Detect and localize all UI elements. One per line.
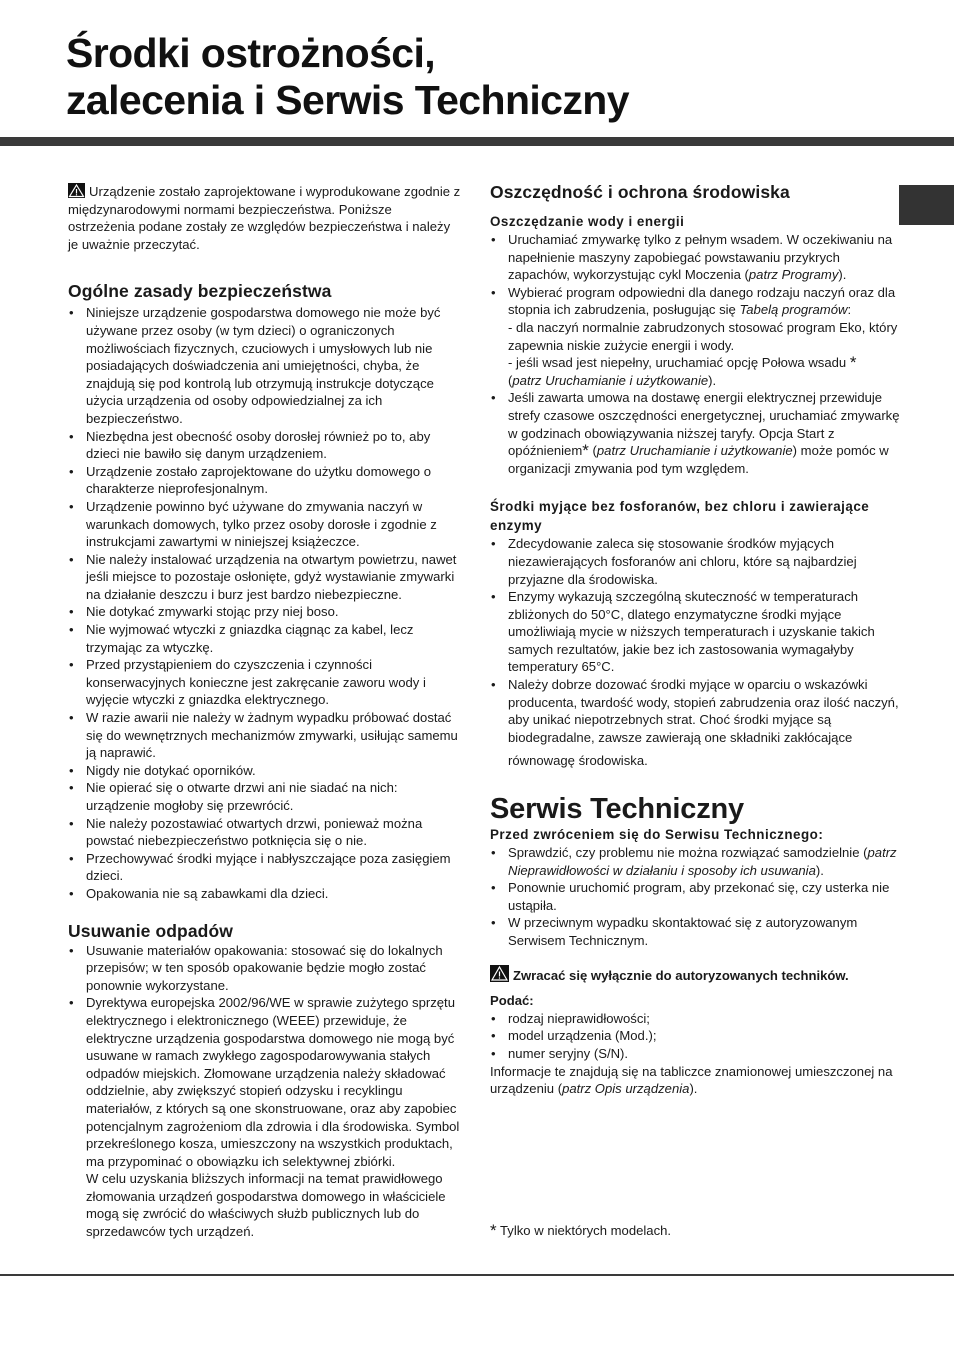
intro-text: Urządzenie zostało zaprojektowane i wyprodukowane zgodnie z międzynarodowymi normami bezpieczeństwa. Poniższe ostrzeżenia podane zostały ze względów bezpieczeństwa i należy je uważnie przeczytać. [68, 184, 461, 252]
list-item: • Nie opierać się o otwarte drzwi ani nie siadać na nich: urządzenie mogłoby się przewrócić. [68, 779, 461, 814]
list-item: • Nigdy nie dotykać oporników. [68, 762, 461, 780]
list-item: • Uruchamiać zmywarkę tylko z pełnym wsadem. W oczekiwaniu na napełnienie maszyny zapobiegać powstawaniu przykrych zapachów, wykorzystując cykl Moczenia (patrz Programy). [490, 231, 902, 284]
list-item: • Enzymy wykazują szczególną skuteczność w temperaturach zbliżonych do 50°C, dlatego enzymatyczne środki myjące umożliwiają mycie w niższych temperaturach i uzyskanie takich samych rezultatów, jakie bez ich zastosowania wymagałyby temperatury 65°C. [490, 588, 902, 676]
list-item: • Opakowania nie są zabawkami dla dzieci. [68, 885, 461, 903]
list-item: • Należy dobrze dozować środki myjące w oparciu o wskazówki producenta, twardość wody, stopień zabrudzenia oraz ilość naczyń, aby unikać niepotrzebnych strat. Choć środki myjące są biodegradalne, zawsze zawierają one składniki zakłócające [490, 676, 902, 746]
list-item: • W razie awarii nie należy w żadnym wypadku próbować dostać się do wewnętrznych mechanizmów zmywarki, usiłując samemu ją naprawić. [68, 709, 461, 762]
list-item: • Nie należy instalować urządzenia na otwartym powietrzu, nawet jeśli miejsce to pozostaje osłonięte, gdyż wystawianie zmywarki na działanie deszczu i burz jest bardzo niebezpieczne. [68, 551, 461, 604]
list-item: • model urządzenia (Mod.); [490, 1027, 902, 1045]
footer-rule [0, 1274, 954, 1276]
list-item: • Sprawdzić, czy problemu nie można rozwiązać samodzielnie (patrz Nieprawidłowości w działaniu i sposoby ich usuwania). [490, 844, 902, 879]
detergents-tail: równowagę środowiska. [508, 753, 648, 769]
list-item: • Usuwanie materiałów opakowania: stosować się do lokalnych przepisów; w ten sposób opakowanie będzie mogło zostać ponownie wykorzystane. [68, 942, 461, 995]
list-item: • rodzaj nieprawidłowości; [490, 1010, 902, 1028]
detergents-heading: Środki myjące bez fosforanów, bez chloru i zawierające enzymy [490, 499, 870, 534]
header-rule [0, 137, 954, 146]
warning-icon [68, 183, 85, 198]
list-item: • Zdecydowanie zaleca się stosowanie środków myjących niezawierających fosforanów ani chloru, które są najbardziej przyjazne dla środowiska. [490, 535, 902, 588]
general-safety-list [68, 304, 461, 902]
left-column [68, 183, 461, 1241]
list-item: • Nie wyjmować wtyczki z gniazdka ciągnąc za kabel, lecz trzymając za wtyczkę. [68, 621, 461, 656]
disposal-list [68, 942, 461, 1171]
list-item: • Nie dotykać zmywarki stojąc przy niej boso. [68, 603, 461, 621]
list-item: • Przechowywać środki myjące i nabłyszczające poza zasięgiem dzieci. [68, 850, 461, 885]
disposal-continuation: W celu uzyskania bliższych informacji na temat prawidłowego złomowania urządzeń gospodarstwa domowego in właściciele mogą się zwrócić do właściwych służb publicznych lub do sprzedawców tych urządzeń. [86, 1171, 446, 1240]
list-item: • Jeśli zawarta umowa na dostawę energii elektrycznej przewiduje strefy czasowe oszczędności energetycznej, uruchamiać zmywarkę w godzinach obowiązywania niższej taryfy. Opcja Start z opóźnieniem* (patrz Uruchamianie i użytkowanie) może pomóc w organizacji zmywania pod tym względem. [490, 389, 902, 477]
service-before-heading: Przed zwróceniem się do Serwisu Technicznego: [490, 827, 824, 843]
general-safety-heading: Ogólne zasady bezpieczeństwa [68, 281, 332, 302]
service-checklist [490, 844, 902, 950]
provide-label: Podać: [490, 993, 534, 1009]
page-title-line-1: Środki ostrożności, [66, 30, 436, 76]
list-item: • Niniejsze urządzenie gospodarstwa domowego nie może być używane przez osoby (w tym dzieci) o ograniczonych możliwościach fizycznych, czuciowych i umysłowych lub nie posiadających doświadczenia ani umiejętności, chyba, że znajdują się pod kontrolą lub otrzymują instrukcje dotyczące użycia urządzenia od osoby odpowiedzialnej za ich bezpieczeństwo. [68, 304, 461, 427]
water-energy-heading: Oszczędzanie wody i energii [490, 214, 685, 229]
service-heading: Serwis Techniczny [490, 793, 744, 826]
detergents-list [490, 535, 902, 746]
list-item: • Ponownie uruchomić program, aby przekonać się, czy usterka nie ustąpiła. [490, 879, 902, 914]
list-item: • Urządzenie powinno być używane do zmywania naczyń w warunkach domowych, tylko przez osoby dorosłe i zgodnie z instrukcjami zawartymi w niniejszej książeczce. [68, 498, 461, 551]
service-warning: Zwracać się wyłącznie do autoryzowanych techników. [490, 965, 902, 985]
footnote: * Tylko w niektórych modelach. [490, 1221, 672, 1240]
list-item: • W przeciwnym wypadku skontaktować się z autoryzowanym Serwisem Technicznym. [490, 914, 902, 949]
page-title-line-2: zalecenia i Serwis Techniczny [66, 77, 629, 123]
section-tab [899, 185, 954, 225]
warning-icon [490, 965, 509, 982]
provide-list [490, 1010, 902, 1063]
list-item: • numer seryjny (S/N). [490, 1045, 902, 1063]
list-item: • Dyrektywa europejska 2002/96/WE w sprawie zużytego sprzętu elektrycznego i elektronicznego (WEEE) przewiduje, że elektryczne urządzenia gospodarstwa domowego nie mogą być usuwane w ramach zwykłego zagospodarowywania stałych odpadów miejskich. Złomowane urządzenia należy składować oddzielnie, aby zwiększyć stopień odzysku i recyklingu materiałów, z których są one skonstruowane, oraz aby zapobiec potencjalnym zagrożeniom dla zdrowia i dla środowiska. Symbol przekreślonego kosza, umieszczony na wszystkich produktach, ma przypominać o obowiązku ich selektywnej zbiórki. [68, 994, 461, 1170]
list-item: • Nie należy pozostawiać otwartych drzwi, ponieważ można powstać niebezpieczeństwo potknięcia się o nie. [68, 815, 461, 850]
water-energy-list [490, 231, 902, 477]
saving-heading: Oszczędność i ochrona środowiska [490, 182, 790, 202]
list-item: • Wybierać program odpowiedni dla danego rodzaju naczyń oraz dla stopnia ich zabrudzenia, posługując się Tabelą programów: - dla naczyń normalnie zabrudzonych stosować program Eko, który zapewnia niskie zużycie energii i wody. - jeśli wsad jest niepełny, uruchamiać opcję Połowa wsadu * (patrz Uruchamianie i użytkowanie). [490, 284, 902, 390]
service-info: Informacje te znajdują się na tabliczce znamionowej umieszczonej na urządzeniu (patrz Opis urządzenia). [490, 1063, 893, 1097]
disposal-heading: Usuwanie odpadów [68, 920, 233, 941]
page-title [66, 30, 629, 124]
intro-paragraph [68, 183, 461, 253]
right-column [490, 181, 902, 1098]
list-item: • Urządzenie zostało zaprojektowane do użytku domowego o charakterze nieprofesjonalnym. [68, 463, 461, 498]
list-item: • Niezbędna jest obecność osoby dorosłej również po to, aby dzieci nie bawiło się danym urządzeniem. [68, 428, 461, 463]
list-item: • Przed przystąpieniem do czyszczenia i czynności konserwacyjnych konieczne jest zakręcanie zaworu wody i wyjęcie wtyczki z gniazdka elektrycznego. [68, 656, 461, 709]
